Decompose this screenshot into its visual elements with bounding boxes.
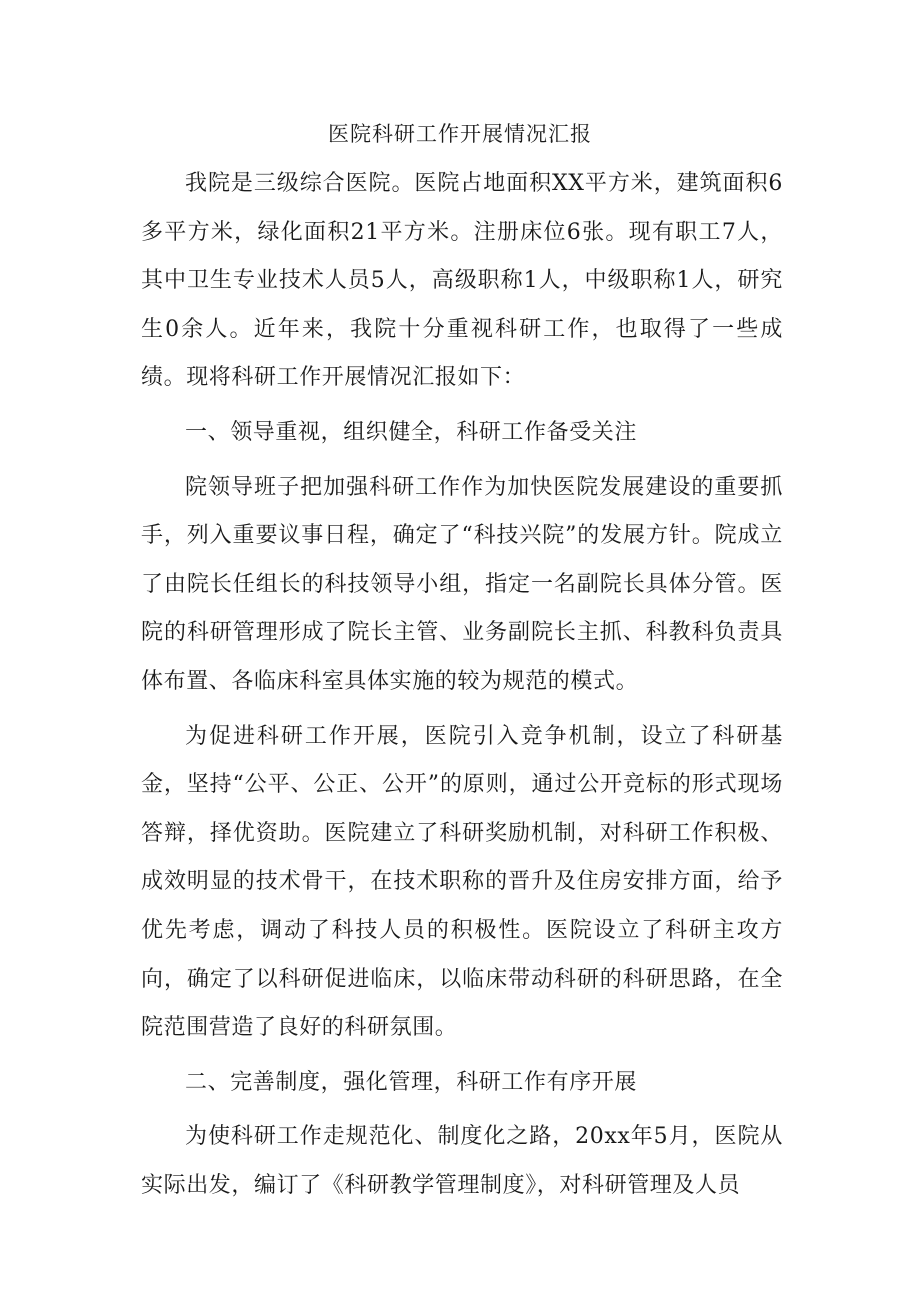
section-heading-2: 二、完善制度，强化管理，科研工作有序开展 xyxy=(185,1069,638,1095)
section-heading-1: 一、领导重视，组织健全，科研工作备受关注 xyxy=(185,419,638,445)
document-title: 医院科研工作开展情况汇报 xyxy=(328,122,592,146)
document-body xyxy=(141,160,783,1210)
paragraph-intro: 我院是三级综合医院。医院占地面积XX平方米，建筑面积6多平方米，绿化面积21平方米。注册床位6张。现有职工7人，其中卫生专业技术人员5人，高级职称1人，中级职称1人，研究生0余人。近年来，我院十分重视科研工作，也取得了一些成绩。现将科研工作开展情况汇报如下： xyxy=(141,171,783,391)
paragraph-funding: 为促进科研工作开展，医院引入竞争机制，设立了科研基金，坚持“公平、公正、公开”的原则，通过公开竞标的形式现场答辩，择优资助。医院建立了科研奖励机制，对科研工作积极、成效明显的技术骨干，在技术职称的晋升及住房安排方面，给予优先考虑，调动了科技人员的积极性。医院设立了科研主攻方向，确定了以科研促进临床，以临床带动科研的科研思路，在全院范围营造了良好的科研氛围。 xyxy=(141,723,783,1041)
paragraph-regulations: 为使科研工作走规范化、制度化之路，20xx年5月，医院从实际出发，编订了《科研教学管理制度》，对科研管理及人员 xyxy=(141,1124,783,1198)
paragraph-leadership: 院领导班子把加强科研工作作为加快医院发展建设的重要抓手，列入重要议事日程，确定了“科技兴院”的发展方针。院成立了由院长任组长的科技领导小组，指定一名副院长具体分管。医院的科研管理形成了院长主管、业务副院长主抓、科教科负责具体布置、各临床科室具体实施的较为规范的模式。 xyxy=(141,474,783,694)
